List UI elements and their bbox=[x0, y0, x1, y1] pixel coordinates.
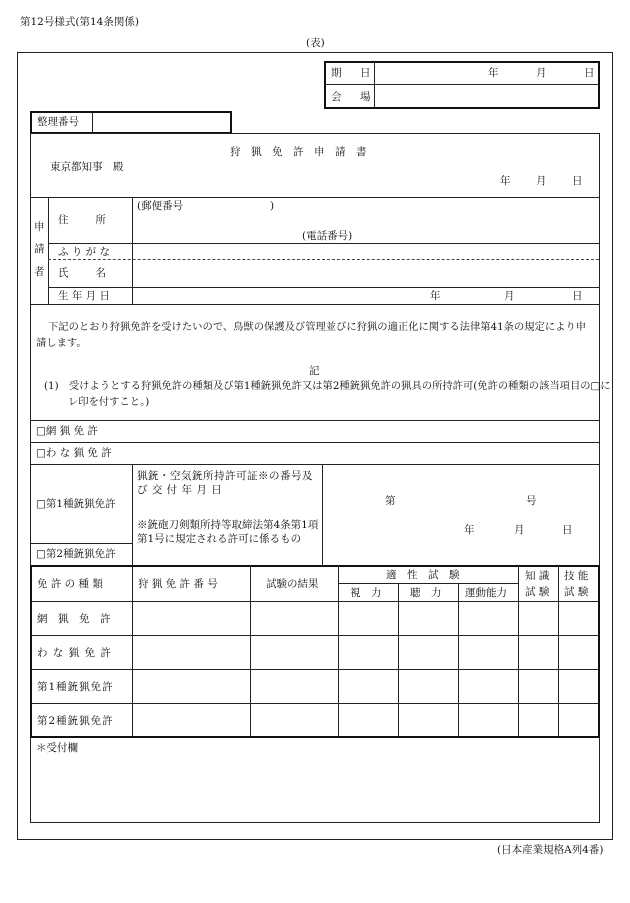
postal-close: ) bbox=[270, 200, 275, 212]
permit-year: 年 bbox=[464, 524, 475, 536]
furigana-label: ふ り が な bbox=[58, 246, 111, 258]
side-label: (表) bbox=[306, 37, 325, 49]
name-field[interactable] bbox=[134, 261, 598, 286]
furigana-field[interactable] bbox=[134, 244, 598, 258]
address-field[interactable] bbox=[134, 212, 598, 228]
dob-label: 生 年 月 日 bbox=[58, 290, 111, 302]
form-title: 狩 猟 免 許 申 請 書 bbox=[230, 146, 367, 158]
footer-note: (日本産業規格A列4番) bbox=[497, 844, 604, 856]
address-label: 住 所 bbox=[58, 214, 108, 226]
receipt-field[interactable] bbox=[32, 756, 598, 820]
form-label: 第12号様式(第14条関係) bbox=[20, 16, 139, 28]
th-knowledge-1: 知 識 bbox=[525, 570, 550, 582]
phone-label: (電話番号) bbox=[302, 230, 353, 242]
applicant-label-1: 申 bbox=[34, 221, 45, 233]
dob-year: 年 bbox=[430, 290, 441, 302]
license-dai2-checkbox[interactable]: □第2種銃猟免許 bbox=[36, 548, 116, 560]
license-ami-checkbox[interactable]: □網 猟 免 許 bbox=[36, 425, 98, 437]
exam-day: 日 bbox=[584, 67, 595, 79]
row-dai1: 第1種銃猟免許 bbox=[37, 681, 114, 693]
th-skill-1: 技 能 bbox=[564, 570, 589, 582]
date-month: 月 bbox=[536, 175, 547, 187]
reg-no-label: 整理番号 bbox=[37, 116, 79, 128]
receipt-label: ＊受付欄 bbox=[36, 742, 78, 754]
exam-date-label: 期 日 bbox=[331, 67, 375, 79]
dob-month: 月 bbox=[504, 290, 515, 302]
addressee: 東京都知事 殿 bbox=[50, 161, 124, 173]
permit-desc-2: ※銃砲刀剣類所持等取締法第4条第1項第1号に規定される許可に係るもの bbox=[137, 519, 319, 545]
exam-venue-label: 会 場 bbox=[331, 91, 375, 103]
row-wana: わ な 猟 免 許 bbox=[37, 647, 112, 659]
permit-number-field[interactable] bbox=[324, 467, 598, 564]
row-ami: 網 猟 免 許 bbox=[37, 613, 111, 625]
date-day: 日 bbox=[572, 175, 583, 187]
permit-desc-1: 猟銃・空気銃所持許可証※の番号及び 交 付 年 月 日 bbox=[137, 470, 313, 496]
dob-day: 日 bbox=[572, 290, 583, 302]
item-1-text: (1) 受けようとする狩猟免許の種類及び第1種銃猟免許又は第2種銃猟免許の猟具の所持許可(免許の種類の該当項目の□にレ印を付すこと。) bbox=[44, 380, 611, 408]
permit-dai: 第 bbox=[385, 495, 396, 507]
th-aptitude: 適 性 試 験 bbox=[386, 569, 460, 581]
dob-field[interactable] bbox=[134, 288, 598, 303]
name-label: 氏 名 bbox=[58, 267, 108, 279]
th-skill-2: 試 験 bbox=[564, 586, 589, 598]
exam-venue-field[interactable] bbox=[376, 86, 598, 106]
results-table bbox=[30, 565, 600, 738]
th-license-type: 免 許 の 種 類 bbox=[37, 578, 103, 590]
th-license-number: 狩 猟 免 許 番 号 bbox=[138, 578, 218, 590]
th-hearing: 聴 力 bbox=[410, 587, 442, 599]
date-year: 年 bbox=[500, 175, 511, 187]
applicant-label-2: 請 bbox=[34, 243, 45, 255]
th-sight: 視 力 bbox=[350, 587, 382, 599]
ki-label: 記 bbox=[309, 365, 320, 377]
permit-go: 号 bbox=[526, 495, 537, 507]
license-wana-checkbox[interactable]: □わ な 猟 免 許 bbox=[36, 447, 112, 459]
th-knowledge-2: 試 験 bbox=[525, 586, 550, 598]
exam-year: 年 bbox=[488, 67, 499, 79]
reg-no-field[interactable] bbox=[94, 113, 230, 132]
th-motor: 運動能力 bbox=[465, 587, 507, 599]
exam-date-field[interactable] bbox=[376, 63, 598, 83]
postal-label: (郵便番号 bbox=[137, 200, 184, 212]
license-dai1-checkbox[interactable]: □第1種銃猟免許 bbox=[36, 498, 116, 510]
statement: 下記のとおり狩猟免許を受けたいので、鳥獣の保護及び管理並びに狩猟の適正化に関する法律第41条の規定により申請します。 bbox=[36, 321, 587, 349]
row-dai2: 第2種銃猟免許 bbox=[37, 715, 114, 727]
permit-month: 月 bbox=[514, 524, 525, 536]
exam-month: 月 bbox=[536, 67, 547, 79]
applicant-label-3: 者 bbox=[34, 266, 45, 278]
permit-day: 日 bbox=[562, 524, 573, 536]
th-exam-result: 試験の結果 bbox=[266, 578, 319, 590]
